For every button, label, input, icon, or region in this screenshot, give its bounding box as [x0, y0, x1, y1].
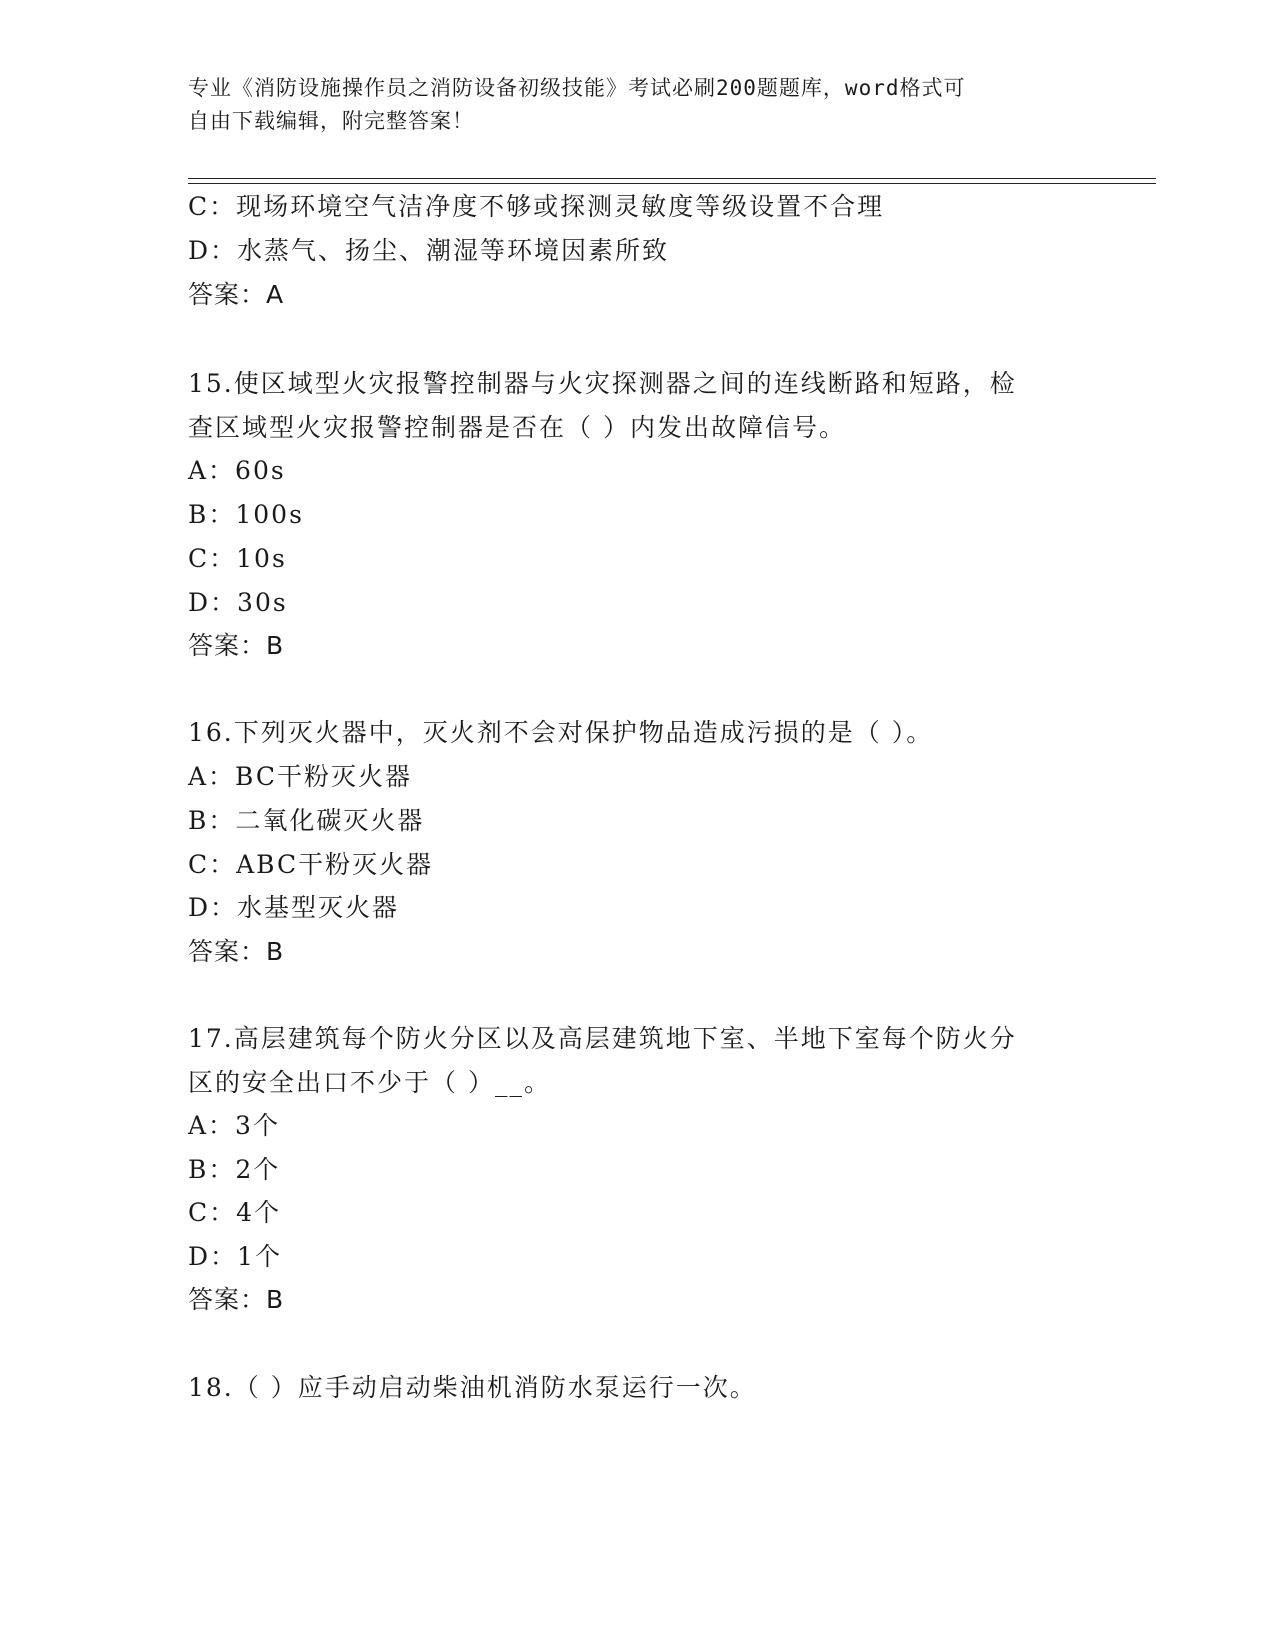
q18-stem: 18.（ ）应手动启动柴油机消防水泵运行一次。: [188, 1373, 757, 1402]
q14-option-d: D：水蒸气、扬尘、潮湿等环境因素所致: [188, 236, 670, 265]
q15-option-d: D：30s: [188, 588, 288, 617]
q14-option-c: C：现场环境空气洁净度不够或探测灵敏度等级设置不合理: [188, 192, 885, 221]
q15-option-b: B：100s: [188, 500, 304, 529]
q16-option-b: B：二氧化碳灭火器: [188, 806, 425, 835]
header-line-2: 自由下载编辑，附完整答案！: [188, 109, 474, 133]
q16-answer: 答案：B: [188, 937, 285, 966]
header-line-1: 专业《消防设施操作员之消防设备初级技能》考试必刷200题题库，word格式可: [188, 76, 966, 100]
q16-option-d: D：水基型灭火器: [188, 893, 400, 922]
q17-stem-line-2: 区的安全出口不少于（ ）__。: [188, 1068, 551, 1097]
q17-option-c: C：4个: [188, 1198, 282, 1227]
q15-answer: 答案：B: [188, 631, 285, 660]
q15-stem-line-1: 15.使区域型火灾报警控制器与火灾探测器之间的连线断路和短路，检: [188, 369, 1017, 398]
q17-stem-line-1: 17.高层建筑每个防火分区以及高层建筑地下室、半地下室每个防火分: [188, 1024, 1017, 1053]
header-divider-bottom: [188, 183, 1156, 184]
q15-option-c: C：10s: [188, 544, 287, 573]
q17-option-a: A：3个: [188, 1111, 280, 1140]
q16-option-a: A：BC干粉灭火器: [188, 762, 413, 791]
q16-stem: 16.下列灭火器中，灭火剂不会对保护物品造成污损的是（ ）。: [188, 718, 934, 747]
document-header: [188, 72, 1088, 138]
q15-stem-line-2: 查区域型火灾报警控制器是否在（ ）内发出故障信号。: [188, 413, 846, 442]
q15-option-a: A：60s: [188, 456, 286, 485]
q17-option-b: B：2个: [188, 1155, 281, 1184]
q16-option-c: C：ABC干粉灭火器: [188, 850, 434, 879]
q14-answer: 答案：A: [188, 280, 285, 309]
q17-option-d: D：1个: [188, 1242, 282, 1271]
q17-answer: 答案：B: [188, 1285, 285, 1314]
header-divider-top: [188, 178, 1156, 179]
